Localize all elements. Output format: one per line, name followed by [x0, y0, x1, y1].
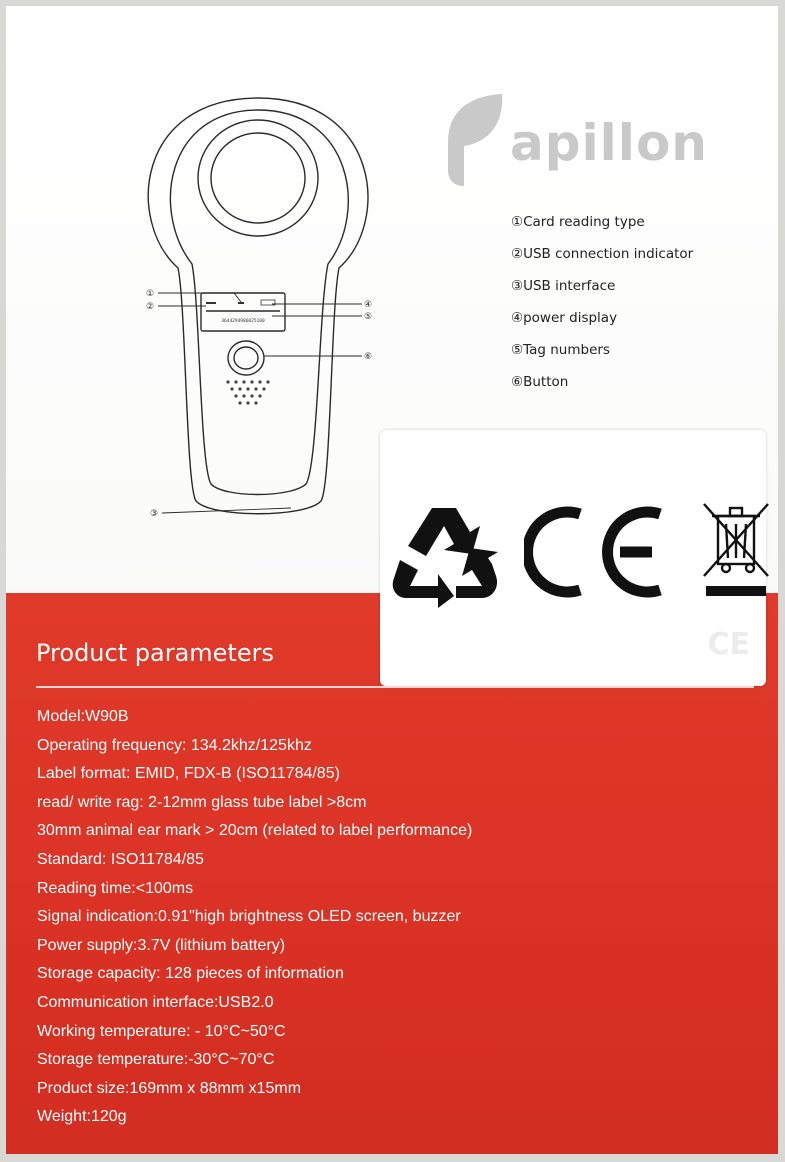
- param-read-write-range: read/ write rag: 2-12mm glass tube label >8cm: [37, 793, 367, 811]
- marker-5: ⑤: [364, 312, 373, 322]
- param-weight: Weight:120g: [37, 1108, 127, 1126]
- legend-item-usb-indicator: ②USB connection indicator: [511, 246, 694, 262]
- certification-sticker: [380, 430, 766, 686]
- screen-number: 3644294986025100: [221, 319, 265, 324]
- param-product-size: Product size:169mm x 88mm x15mm: [37, 1079, 302, 1097]
- marker-1: ①: [146, 289, 155, 299]
- brand-name: apillon: [510, 114, 708, 172]
- recycle-icon: [388, 500, 500, 610]
- marker-4: ④: [364, 300, 373, 310]
- parameters-divider: [36, 686, 754, 688]
- diagram-legend: [511, 214, 771, 406]
- faint-ce-mark: CE: [707, 627, 750, 662]
- brand-logo: [442, 92, 722, 192]
- param-storage-capacity: Storage capacity: 128 pieces of information: [37, 965, 344, 983]
- param-working-temperature: Working temperature: - 10°C~50°C: [37, 1022, 286, 1040]
- param-reading-time: Reading time:<100ms: [37, 879, 194, 897]
- legend-item-power-display: ④power display: [511, 310, 618, 326]
- param-power-supply: Power supply:3.7V (lithium battery): [37, 936, 286, 954]
- legend-item-button: ⑥Button: [511, 374, 569, 390]
- legend-item-card-reading: ①Card reading type: [511, 214, 645, 230]
- param-standard: Standard: ISO11784/85: [37, 850, 204, 868]
- weee-bin-icon: [700, 502, 772, 602]
- param-signal-indication: Signal indication:0.91"high brightness OLED screen, buzzer: [37, 908, 461, 926]
- param-storage-temperature: Storage temperature:-30°C~70°C: [37, 1051, 275, 1069]
- ce-mark-icon: [524, 502, 664, 602]
- product-box: [6, 6, 778, 1154]
- param-label-format: Label format: EMID, FDX-B (ISO11784/85): [37, 765, 340, 783]
- param-ear-mark-range: 30mm animal ear mark > 20cm (related to label performance): [37, 822, 473, 840]
- marker-3: ③: [150, 509, 159, 519]
- marker-2: ②: [146, 302, 155, 312]
- param-model: Model:W90B: [37, 708, 129, 725]
- leaf-logo-icon: [442, 92, 512, 192]
- marker-6: ⑥: [364, 352, 373, 362]
- parameters-title: Product parameters: [36, 639, 274, 667]
- legend-item-usb-interface: ③USB interface: [511, 278, 616, 294]
- legend-item-tag-numbers: ⑤Tag numbers: [511, 342, 610, 358]
- param-communication: Communication interface:USB2.0: [37, 993, 274, 1011]
- parameters-list: [37, 703, 757, 1132]
- device-diagram: [6, 6, 426, 566]
- param-frequency: Operating frequency: 134.2khz/125khz: [37, 736, 312, 754]
